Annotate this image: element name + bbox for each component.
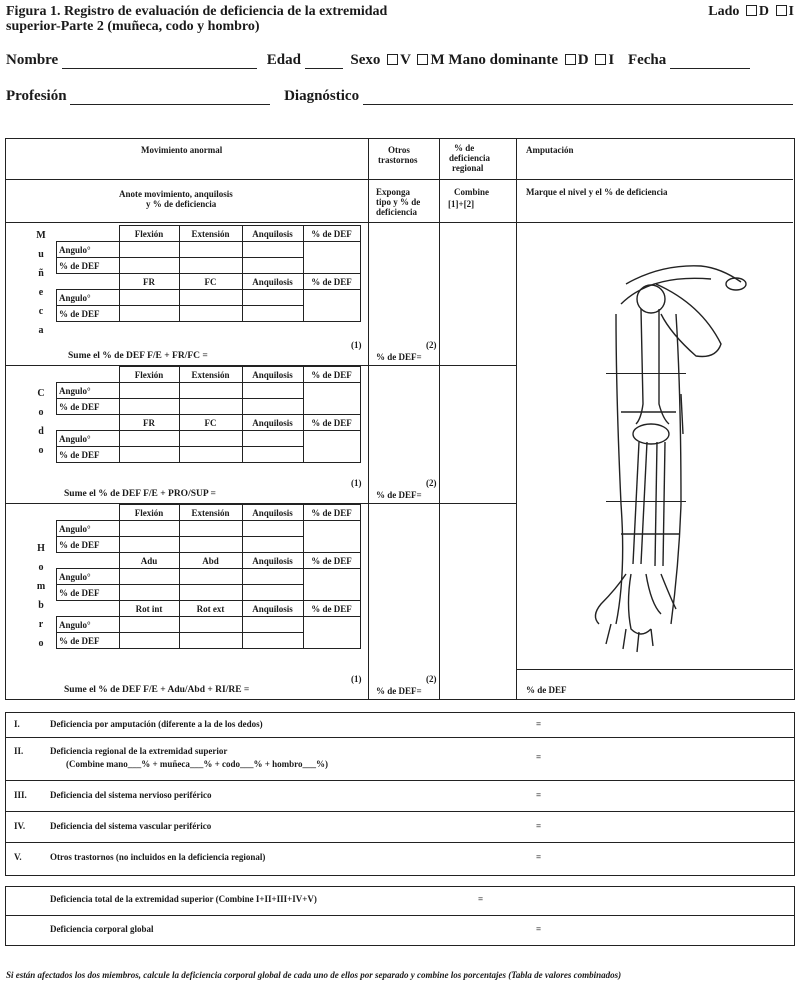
grid-label-cell: Adu xyxy=(119,553,179,569)
fecha-field[interactable] xyxy=(670,54,750,69)
edad-field[interactable] xyxy=(305,54,343,69)
grid-label-cell: FR xyxy=(119,274,179,290)
hombro-sum: Sume el % de DEF F/E + Adu/Abd + RI/RE = xyxy=(64,685,250,695)
hombro-def-eq: % de DEF= xyxy=(376,686,422,696)
summary-text: V. xyxy=(14,852,22,862)
grid-input-cell xyxy=(57,367,120,383)
grid-label-cell: % de DEF xyxy=(57,537,120,553)
mov-title: Movimiento anormal xyxy=(141,145,223,155)
summary-table xyxy=(5,712,795,876)
grid-input-cell[interactable] xyxy=(119,633,179,649)
grid-label-cell: FC xyxy=(179,415,242,431)
otros-title-1: Otros xyxy=(388,145,410,155)
grid-label-cell: % de DEF xyxy=(303,274,360,290)
grid-input-cell[interactable] xyxy=(119,447,179,463)
otros-title-2: trastornos xyxy=(378,155,418,165)
arm-skeleton-diagram[interactable] xyxy=(571,244,771,664)
grid-label-cell: Angulo° xyxy=(57,521,120,537)
grid-label-cell: % de DEF xyxy=(57,399,120,415)
summary-text: Deficiencia total de la extremidad superior (Combine I+II+III+IV+V) xyxy=(50,894,317,904)
summary-text: = xyxy=(536,852,542,862)
grid-input-cell[interactable] xyxy=(119,399,179,415)
grid-input-cell[interactable] xyxy=(179,617,242,633)
muneca-sum: Sume el % de DEF F/E + FR/FC = xyxy=(68,351,208,361)
summary-text: = xyxy=(536,821,542,831)
grid-label-cell: Extensión xyxy=(179,505,242,521)
grid-input-cell[interactable] xyxy=(179,569,242,585)
section-letter: o xyxy=(38,445,44,456)
grid-input-cell[interactable] xyxy=(303,521,360,553)
summary-text: Deficiencia regional de la extremidad superior xyxy=(50,746,228,756)
section-letter: o xyxy=(38,562,44,573)
profesion-label: Profesión xyxy=(6,88,67,104)
grid-input-cell[interactable] xyxy=(303,617,360,649)
summary-text: = xyxy=(536,790,542,800)
grid-label-cell: Angulo° xyxy=(57,383,120,399)
diagnostico-field[interactable] xyxy=(363,90,793,105)
header-row-1 xyxy=(6,52,750,69)
sexo-m-label: M xyxy=(430,52,445,68)
section-letter: c xyxy=(38,306,44,317)
grid-input-cell[interactable] xyxy=(119,569,179,585)
section-letter: b xyxy=(38,600,44,611)
summary-text: Deficiencia del sistema nervioso periférico xyxy=(50,790,212,800)
grid-input-cell[interactable] xyxy=(119,258,179,274)
summary-text: I. xyxy=(14,719,20,729)
section-letter: o xyxy=(38,638,44,649)
lado-i-checkbox[interactable] xyxy=(776,5,787,16)
grid-input-cell[interactable] xyxy=(179,306,242,322)
amp-sub: Marque el nivel y el % de deficiencia xyxy=(526,187,668,197)
nombre-label: Nombre xyxy=(6,52,59,68)
total-row[interactable] xyxy=(6,887,794,916)
grid-label-cell: % de DEF xyxy=(57,258,120,274)
summary-row-1[interactable] xyxy=(6,713,794,738)
form-title xyxy=(6,4,526,34)
grid-label-cell: Angulo° xyxy=(57,569,120,585)
grid-input-cell[interactable] xyxy=(179,431,242,447)
grid-input-cell[interactable] xyxy=(119,537,179,553)
codo-letters xyxy=(34,384,48,460)
grid-label-cell: Abd xyxy=(179,553,242,569)
mov-sub-1: Anote movimiento, anquilosis xyxy=(119,189,233,199)
section-letter: m xyxy=(36,581,46,592)
nombre-field[interactable] xyxy=(62,54,257,69)
muneca-two: (2) xyxy=(426,340,437,350)
muneca-grid xyxy=(56,225,361,322)
amp-def-label: % de DEF xyxy=(526,685,567,695)
grid-input-cell[interactable] xyxy=(242,569,303,585)
sexo-v-label: V xyxy=(400,52,411,68)
section-letter: H xyxy=(37,543,45,554)
summary-text: = xyxy=(536,752,542,762)
grid-input-cell[interactable] xyxy=(303,431,360,463)
grid-label-cell: Anquilosis xyxy=(242,367,303,383)
summary-row-3[interactable] xyxy=(6,781,794,812)
section-letter: e xyxy=(38,287,44,298)
summary-text: Deficiencia corporal global xyxy=(50,924,154,934)
mano-i-checkbox[interactable] xyxy=(595,54,606,65)
grid-input-cell[interactable] xyxy=(179,399,242,415)
section-letter: C xyxy=(37,388,45,399)
grid-input-cell[interactable] xyxy=(242,521,303,537)
grid-input-cell xyxy=(57,415,120,431)
grid-input-cell[interactable] xyxy=(303,242,360,274)
otros-sub-2: tipo y % de xyxy=(376,197,421,207)
sexo-label: Sexo xyxy=(350,52,381,68)
pct-title-3: regional xyxy=(452,163,484,173)
grid-input-cell[interactable] xyxy=(242,290,303,306)
title-line-1: Figura 1. Registro de evaluación de deficiencia de la extremidad xyxy=(6,4,388,19)
hombro-two: (2) xyxy=(426,674,437,684)
codo-sum: Sume el % de DEF F/E + PRO/SUP = xyxy=(64,489,216,499)
grid-label-cell: % de DEF xyxy=(303,553,360,569)
summary-text: II. xyxy=(14,746,24,756)
grid-label-cell: Anquilosis xyxy=(242,226,303,242)
otros-sub-1: Exponga xyxy=(376,187,411,197)
section-letter: u xyxy=(38,249,44,260)
title-line-2: superior-Parte 2 (muñeca, codo y hombro) xyxy=(6,19,260,34)
lado-i-label: I xyxy=(788,4,794,19)
grid-input-cell[interactable] xyxy=(119,617,179,633)
hombro-letters xyxy=(34,539,48,653)
mov-sub-2: y % de deficiencia xyxy=(146,199,217,209)
section-letter: d xyxy=(38,426,44,437)
grid-input-cell[interactable] xyxy=(119,242,179,258)
mano-i-label: I xyxy=(608,52,615,68)
global-row[interactable] xyxy=(6,916,794,944)
sexo-v-checkbox[interactable] xyxy=(387,54,398,65)
grid-label-cell: Anquilosis xyxy=(242,505,303,521)
grid-input-cell[interactable] xyxy=(179,258,242,274)
profesion-field[interactable] xyxy=(70,90,270,105)
grid-input-cell[interactable] xyxy=(303,383,360,415)
grid-input-cell[interactable] xyxy=(303,569,360,601)
grid-label-cell: Extensión xyxy=(179,226,242,242)
section-letter: o xyxy=(38,407,44,418)
hombro-one: (1) xyxy=(351,674,362,684)
mano-d-checkbox[interactable] xyxy=(565,54,576,65)
grid-label-cell: % de DEF xyxy=(57,633,120,649)
table-rule xyxy=(6,222,793,223)
grid-label-cell: % de DEF xyxy=(303,601,360,617)
grid-input-cell[interactable] xyxy=(242,383,303,399)
grid-input-cell[interactable] xyxy=(179,447,242,463)
grid-input-cell xyxy=(57,226,120,242)
grid-input-cell[interactable] xyxy=(119,290,179,306)
footer-note: Si están afectados los dos miembros, calcule la deficiencia corporal global de cada uno de ellos por separado y combine los porcentajes (Tabla de valores combinados) xyxy=(6,970,622,980)
summary-text: Deficiencia por amputación (diferente a la de los dedos) xyxy=(50,719,263,729)
grid-input-cell[interactable] xyxy=(303,290,360,322)
grid-input-cell xyxy=(57,553,120,569)
summary-text: = xyxy=(478,894,484,904)
grid-input-cell[interactable] xyxy=(119,521,179,537)
grid-label-cell: Anquilosis xyxy=(242,274,303,290)
summary-row-2[interactable] xyxy=(6,738,794,781)
summary-text: Deficiencia del sistema vascular periférico xyxy=(50,821,212,831)
grid-label-cell: Angulo° xyxy=(57,290,120,306)
totals-table xyxy=(5,886,795,946)
grid-input-cell[interactable] xyxy=(242,258,303,274)
summary-text: = xyxy=(536,719,542,729)
summary-text: IV. xyxy=(14,821,26,831)
diagnostico-label: Diagnóstico xyxy=(284,88,360,104)
grid-label-cell: Angulo° xyxy=(57,242,120,258)
otros-sub-3: deficiencia xyxy=(376,207,417,217)
grid-input-cell[interactable] xyxy=(179,242,242,258)
grid-label-cell: % de DEF xyxy=(303,415,360,431)
grid-input-cell[interactable] xyxy=(179,383,242,399)
muneca-def-eq: % de DEF= xyxy=(376,352,422,362)
grid-label-cell: Angulo° xyxy=(57,617,120,633)
summary-text: Otros trastornos (no incluidos en la deficiencia regional) xyxy=(50,852,266,862)
pct-title-2: deficiencia xyxy=(449,153,490,163)
table-rule xyxy=(606,373,686,374)
grid-input-cell[interactable] xyxy=(242,447,303,463)
grid-label-cell: Flexión xyxy=(119,367,179,383)
lado-label: Lado xyxy=(708,4,740,19)
table-rule xyxy=(6,179,793,180)
grid-label-cell: % de DEF xyxy=(303,226,360,242)
codo-one: (1) xyxy=(351,478,362,488)
section-letter: r xyxy=(38,619,44,630)
grid-input-cell xyxy=(57,601,120,617)
header-row-2 xyxy=(6,88,793,105)
sexo-m-checkbox[interactable] xyxy=(417,54,428,65)
summary-row-4[interactable] xyxy=(6,812,794,843)
grid-input-cell[interactable] xyxy=(119,585,179,601)
grid-label-cell: FR xyxy=(119,415,179,431)
summary-text: (Combine mano___% + muñeca___% + codo___% + hombro___%) xyxy=(66,759,328,769)
grid-label-cell: Angulo° xyxy=(57,431,120,447)
lado-field xyxy=(708,4,794,20)
summary-row-5[interactable] xyxy=(6,843,794,875)
grid-input-cell[interactable] xyxy=(179,290,242,306)
grid-input-cell[interactable] xyxy=(119,383,179,399)
grid-label-cell: FC xyxy=(179,274,242,290)
lado-d-label: D xyxy=(758,4,770,19)
pct-title-1: % de xyxy=(454,143,475,153)
grid-label-cell: Extensión xyxy=(179,367,242,383)
fecha-label: Fecha xyxy=(627,52,667,68)
grid-input-cell[interactable] xyxy=(242,617,303,633)
lado-d-checkbox[interactable] xyxy=(746,5,757,16)
pct-sub-2: [1]+[2] xyxy=(448,199,475,209)
codo-def-eq: % de DEF= xyxy=(376,490,422,500)
grid-input-cell[interactable] xyxy=(242,633,303,649)
grid-label-cell: % de DEF xyxy=(303,367,360,383)
section-letter: a xyxy=(38,325,44,336)
grid-input-cell[interactable] xyxy=(119,431,179,447)
grid-input-cell[interactable] xyxy=(242,585,303,601)
codo-two: (2) xyxy=(426,478,437,488)
grid-label-cell: Rot ext xyxy=(179,601,242,617)
grid-input-cell[interactable] xyxy=(179,633,242,649)
grid-input-cell[interactable] xyxy=(242,242,303,258)
grid-input-cell xyxy=(57,505,120,521)
summary-text: = xyxy=(536,924,542,934)
grid-input-cell[interactable] xyxy=(119,306,179,322)
grid-label-cell: % de DEF xyxy=(57,585,120,601)
summary-text: III. xyxy=(14,790,27,800)
evaluation-table xyxy=(5,138,795,700)
mano-d-label: D xyxy=(577,52,589,68)
grid-input-cell[interactable] xyxy=(179,537,242,553)
table-rule xyxy=(606,501,686,502)
muneca-one: (1) xyxy=(351,340,362,350)
grid-label-cell: % de DEF xyxy=(303,505,360,521)
table-rule xyxy=(516,669,793,670)
grid-input-cell[interactable] xyxy=(242,399,303,415)
grid-input-cell[interactable] xyxy=(242,306,303,322)
edad-label: Edad xyxy=(266,52,301,68)
mano-label: Mano dominante xyxy=(448,52,558,68)
pct-sub-1: Combine xyxy=(454,187,490,197)
section-letter: ñ xyxy=(38,268,44,279)
grid-input-cell[interactable] xyxy=(242,537,303,553)
grid-label-cell: % de DEF xyxy=(57,447,120,463)
grid-label-cell: Anquilosis xyxy=(242,601,303,617)
grid-input-cell[interactable] xyxy=(242,431,303,447)
amp-title: Amputación xyxy=(526,145,574,155)
grid-label-cell: % de DEF xyxy=(57,306,120,322)
codo-grid xyxy=(56,366,361,463)
hombro-grid xyxy=(56,504,361,649)
grid-label-cell: Rot int xyxy=(119,601,179,617)
grid-label-cell: Flexión xyxy=(119,226,179,242)
section-letter: M xyxy=(36,230,46,241)
grid-label-cell: Flexión xyxy=(119,505,179,521)
muneca-letters xyxy=(34,226,48,340)
grid-label-cell: Anquilosis xyxy=(242,553,303,569)
grid-input-cell xyxy=(57,274,120,290)
grid-input-cell[interactable] xyxy=(179,521,242,537)
grid-label-cell: Anquilosis xyxy=(242,415,303,431)
grid-input-cell[interactable] xyxy=(179,585,242,601)
